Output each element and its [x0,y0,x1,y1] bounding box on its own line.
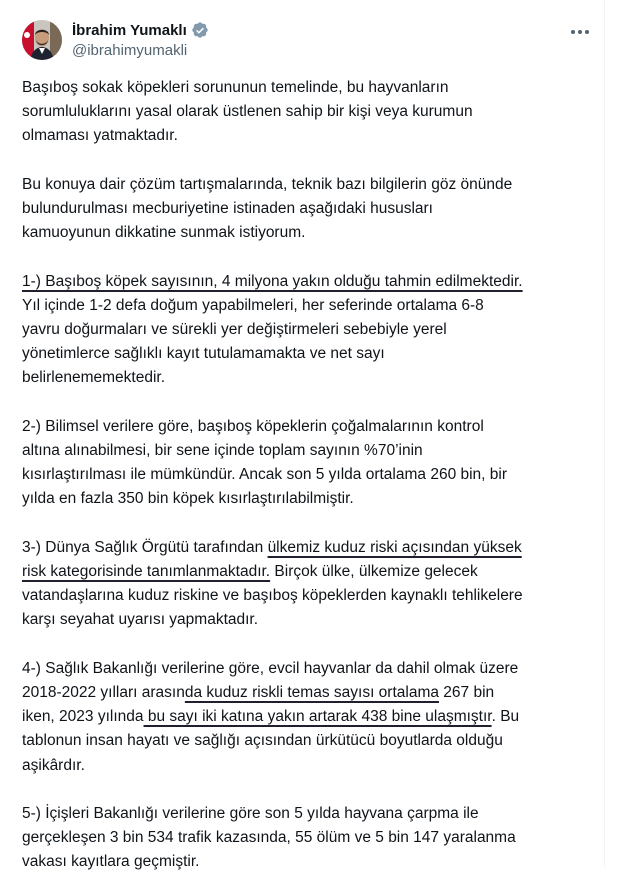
text-segment: 2018-2022 yılları arasın [22,684,185,701]
text-line: vakası kayıtlara geçmiştir. [22,853,200,871]
text-line [22,560,594,584]
text-segment: 267 bin [438,684,495,701]
text-line [22,681,594,705]
highlighted-text: da kuduz riskli temas sayısı ortalama [184,684,439,701]
text-line: Bu konuya dair çözüm tartışmalarında, teknik bazı bilgilerin göz önünde [22,175,513,193]
verified-badge-icon[interactable] [191,21,209,39]
author-display-name[interactable]: İbrahim Yumaklı [72,21,187,39]
paragraph-point-4 [22,657,594,778]
paragraph-point-5 [22,802,594,875]
text-line: yönetimlerce sağlıklı kayıt tutulamamakta ve net sayı [22,345,385,363]
text-line: 5-) İçişleri Bakanlığı verilerine göre son 5 yılda hayvana çarpma ile [22,805,479,822]
tweet-header [22,14,592,70]
paragraph-point-3 [22,536,594,633]
paragraph-intro [22,76,594,149]
author-handle[interactable]: @ibrahimyumakli [72,42,188,59]
text-line: aşikârdır. [22,756,85,774]
text-line [22,705,594,729]
text-line: yavru doğurmaları ve sürekli yer değiştirmeleri sebebiyle yerel [22,321,447,338]
text-line [22,536,594,560]
highlighted-text: ülkemiz kuduz riski açısından yüksek [267,538,522,556]
text-line: vatandaşlarına kuduz riskine ve başıboş köpeklerden kaynaklı tehlikelere [22,587,523,605]
text-line: 2-) Bilimsel verilere göre, başıboş köpeklerin çoğalmalarının kontrol [22,417,484,435]
text-line: Yıl içinde 1-2 defa doğum yapabilmeleri, her seferinde ortalama 6-8 [22,296,484,314]
text-line: kamuoyunun dikkatine sunmak istiyorum. [22,224,306,242]
author-info [72,20,209,59]
text-line: karşı seyahat uyarısı yapmaktadır. [22,611,259,629]
text-line: bulundurulması mecburiyetine istinaden aşağıdaki hususları [22,200,433,217]
text-segment: iken, 2023 yılında [22,708,144,726]
text-line [22,270,594,294]
paragraph-point-1 [22,270,594,391]
highlighted-text: risk kategorisinde tanımlanmaktadır. [22,563,271,580]
paragraph-context [22,173,594,246]
text-line: kısırlaştırılması ile mümkündür. Ancak son 5 yılda ortalama 260 bin, bir [22,466,508,484]
author-name-row [72,20,209,40]
highlighted-text: 1-) Başıboş köpek sayısının, 4 milyona yakın olduğu tahmin edilmektedir. [22,272,523,290]
text-line: Başıboş sokak köpekleri sorununun temelinde, bu hayvanların [22,79,449,96]
text-line: gerçekleşen 3 bin 534 trafik kazasında, 55 ölüm ve 5 bin 147 yaralanma [22,829,516,847]
avatar[interactable] [22,20,62,60]
highlighted-text: bu sayı iki katına yakın artarak 438 bine ulaşmıştır [143,708,492,726]
tweet-text [22,76,594,875]
text-segment: Birçok ülke, ülkemize gelecek [270,563,478,580]
text-line: belirlenememektedir. [22,369,166,387]
paragraph-point-2 [22,415,594,512]
text-segment: 3-) Dünya Sağlık Örgütü tarafından [22,538,268,556]
more-options-icon[interactable] [568,22,592,42]
text-line: olmaması yatmaktadır. [22,127,178,145]
text-line: yılda en fazla 350 bin köpek kısırlaştırılabilmiştir. [22,490,354,508]
text-line: 4-) Sağlık Bakanlığı verilerine göre, evcil hayvanlar da dahil olmak üzere [22,659,519,677]
text-line: sorumluluklarını yasal olarak üstlenen sahip bir kişi veya kurumun [22,103,473,121]
avatar-image [22,20,62,60]
text-line: tablonun insan hayatı ve sağlığı açısından ürkütücü boyutlarda olduğu [22,732,503,750]
text-segment: . Bu [491,708,520,726]
text-line: altına alınabilmesi, bir sene içinde toplam sayının %70’inin [22,442,423,459]
